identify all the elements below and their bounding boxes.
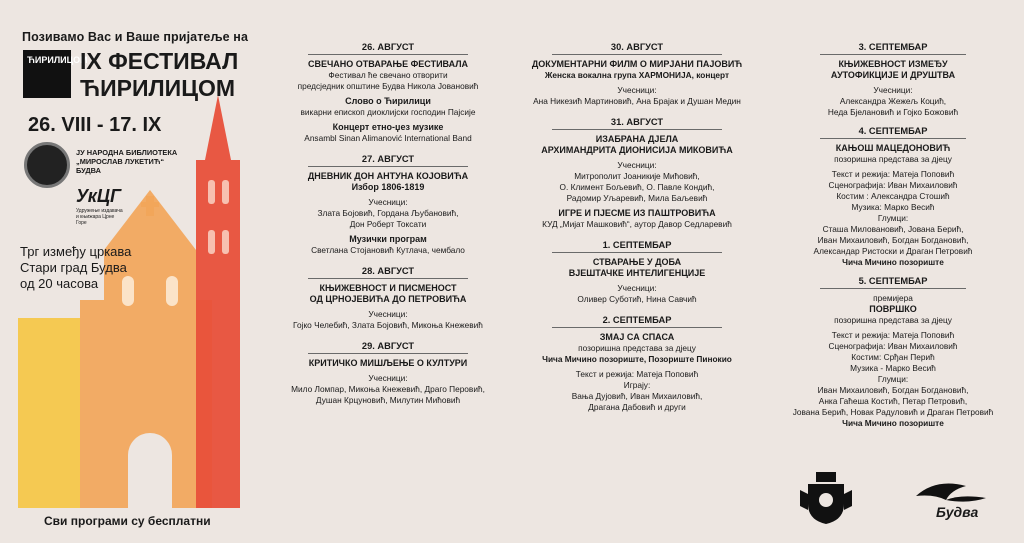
- day-section: 28. АВГУСТ КЊИЖЕВНОСТ И ПИСМЕНОСТ ОД ЦРНОЈЕВИЋА ДО ПЕТРОВИЋА Учесници: Гојко Челебић, Злата Бојовић, Микоња Кнежевић: [293, 266, 483, 330]
- venue-info: Трг између цркава Стари град Будва од 20 часова: [20, 244, 132, 291]
- day-section: 30. АВГУСТ ДОКУМЕНТАРНИ ФИЛМ О МИРЈАНИ ПАЈОВИЋ Женска вокална група ХАРМОНИЈА, концерт Учесници: Ана Никезић Мартиновић, Ана Брајак и Душан Медин: [531, 42, 743, 106]
- budva-crest-icon: [798, 470, 854, 526]
- day-section: 3. СЕПТЕМБАР КЊИЖЕВНОСТ ИЗМЕЂУ АУТОФИКЦИЈЕ И ДРУШТВА Учесници: Александра Жежељ Коцић, Неда Бјелановић и Гојко Божовић: [780, 42, 1006, 118]
- date-heading: 1. СЕПТЕМБАР: [552, 240, 722, 253]
- day-section: 2. СЕПТЕМБАР ЗМАЈ СА СПАСА позоришна представа за дјецу Чича Мичино позориште, Позориште Пинокио Текст и режија: Матеја Поповић Играју: Вања Дујовић, Иван Михаиловић, Драгана Дабовић и други: [542, 315, 732, 412]
- ukcg-subtitle: Удружење издавача и књижара Црне Горе: [76, 208, 123, 226]
- festival-title-line1: IX ФЕСТИВАЛ: [80, 48, 239, 74]
- library-name: ЈУ НАРОДНА БИБЛИОТЕКА „МИРОСЛАВ ЛУКЕТИЋ“ БУДВА: [76, 148, 178, 175]
- festival-title-line2: ЋИРИЛИЦОМ: [80, 75, 236, 101]
- date-heading: 29. АВГУСТ: [308, 341, 468, 354]
- day-section: 26. АВГУСТ СВЕЧАНО ОТВАРАЊЕ ФЕСТИВАЛА Фестивал ће свечано отворити предсједник општине Будва Никола Јовановић Слово о Ћирилици викарни епископ диоклијски господин Пајсије Концерт етно-џез музике Ansambl Sinan Alimanović International Band: [297, 42, 479, 143]
- date-heading: 4. СЕПТЕМБАР: [820, 126, 966, 139]
- day-section: 1. СЕПТЕМБАР СТВАРАЊЕ У ДОБА ВЈЕШТАЧКЕ ИНТЕЛИГЕНЦИЈЕ Учесници: Оливер Суботић, Нина Савчић: [512, 240, 762, 305]
- date-heading: 3. СЕПТЕМБАР: [820, 42, 966, 55]
- free-programs-note: Сви програми су бесплатни: [44, 514, 211, 528]
- festival-dates: 26. VIII - 17. IX: [28, 114, 162, 136]
- date-heading: 5. СЕПТЕМБАР: [820, 276, 966, 289]
- festival-logo: ЋИРИЛИЦОМ: [23, 50, 71, 98]
- date-heading: 27. АВГУСТ: [308, 154, 468, 167]
- sponsor-logos: [782, 470, 1002, 530]
- day-section: 4. СЕПТЕМБАР КАЊОШ МАЦЕДОНОВИЋ позоришна представа за дјецу Текст и режија: Матеја Поповић Сценографија: Иван Михаиловић Костим : Александра Стошић Музика: Марко Весић Глумци: Сташа Миловановић, Јована Берић, Иван Михаиловић, Богдан Богдановић, Александар Ристоски и Драган Петровић Чича Мичино позориште: [813, 126, 973, 267]
- poster-left-panel: [0, 0, 268, 543]
- date-heading: 31. АВГУСТ: [552, 117, 722, 130]
- date-heading: 2. СЕПТЕМБАР: [552, 315, 722, 328]
- ukcg-logo: УкЦГ: [76, 186, 122, 206]
- library-seal-icon: [24, 142, 70, 188]
- day-section: 5. СЕПТЕМБАР премијера ПОВРШКО позоришна представа за дјецу Текст и режија: Матеја Поповић Сценографија: Иван Михаиловић Костим: Срђан Перић Музика - Марко Весић Глумци: Иван Михаиловић, Богдан Богдановић, Анка Гаћеша Костић, Петар Петровић, Јована Берић, Новак Радуловић и Драган Петровић Чича Мичино позориште: [792, 276, 994, 428]
- schedule-column-2: [512, 42, 762, 423]
- schedule-column-3: [780, 42, 1006, 439]
- day-section: 31. АВГУСТ ИЗАБРАНА ДЈЕЛА АРХИМАНДРИТА ДИОНИСИЈА МИКОВИЋА Учесници: Митрополит Јоаникије Мићовић, О. Климент Бољевић, О. Павле Кондић, Радомир Уљаревић, Мила Баљевић ИГРЕ И ПЈЕСМЕ ИЗ ПАШТРОВИЋА КУД „Мијат Машковић“, аутор Давор Седларевић: [541, 117, 733, 229]
- festival-title: [80, 48, 238, 102]
- day-section: 27. АВГУСТ ДНЕВНИК ДОН АНТУНА КОЈОВИЋА Избор 1806-1819 Учесници: Злата Бојовић, Гордана Љубановић, Дон Роберт Токсати Музички програм Светлана Стојановић Кутлача, чембало: [307, 154, 469, 255]
- invite-text: Позивамо Вас и Ваше пријатеље на: [22, 30, 249, 44]
- date-heading: 30. АВГУСТ: [552, 42, 722, 55]
- date-heading: 26. АВГУСТ: [308, 42, 468, 55]
- library-logo: [24, 142, 234, 192]
- schedule-column-1: [268, 42, 508, 416]
- date-heading: 28. АВГУСТ: [308, 266, 468, 279]
- day-section: 29. АВГУСТ КРИТИЧКО МИШЉЕЊЕ О КУЛТУРИ Учесници: Мило Ломпар, Микоња Кнежевић, Драго Перовић, Душан Крцуновић, Милутин Мићовић: [291, 341, 485, 405]
- budva-logo-text: Будва: [936, 504, 979, 520]
